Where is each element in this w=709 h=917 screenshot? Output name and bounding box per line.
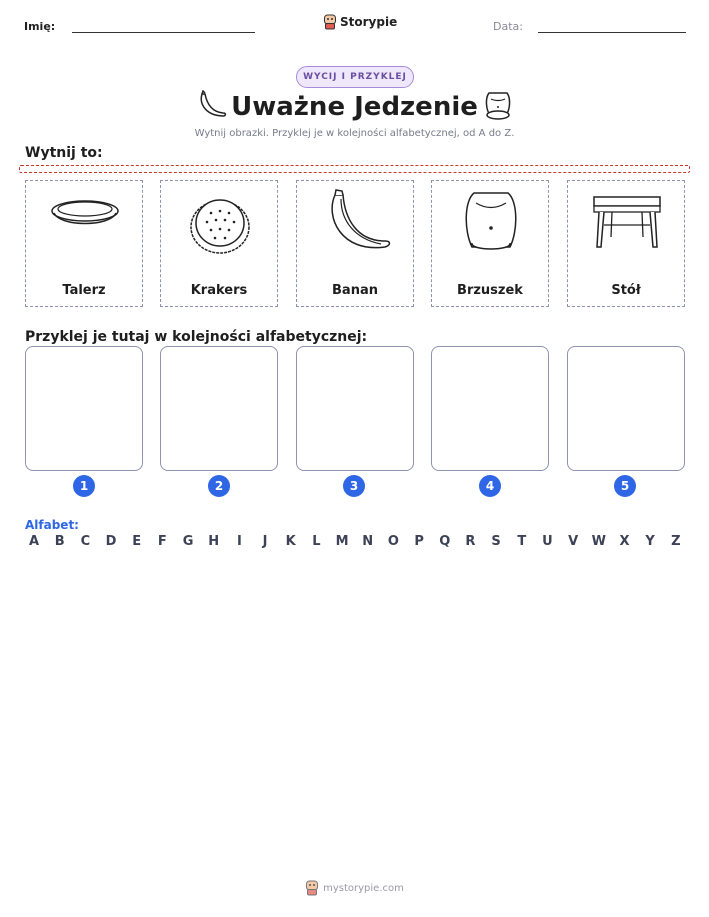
- alphabet-letter: F: [157, 534, 167, 549]
- number-badge-5: 5: [614, 475, 636, 497]
- alphabet-letter: C: [80, 534, 91, 549]
- alphabet-letter: L: [312, 534, 321, 549]
- alphabet-letter: B: [54, 534, 65, 549]
- alphabet-letter: H: [208, 534, 220, 549]
- belly-decoration-icon: [483, 90, 513, 122]
- alphabet-letter: V: [568, 534, 579, 549]
- cut-section-title: Wytnij to:: [25, 145, 103, 161]
- alphabet-letter: K: [285, 534, 296, 549]
- alphabet-letter: M: [335, 534, 349, 549]
- alphabet-letter: N: [362, 534, 374, 549]
- footer-url[interactable]: mystorypie.com: [323, 882, 404, 894]
- paste-box-2[interactable]: [160, 346, 278, 471]
- alphabet-title: Alfabet:: [25, 518, 79, 532]
- belly-icon: [446, 187, 536, 257]
- cut-card-krakers[interactable]: [160, 180, 278, 307]
- alphabet-letter: G: [182, 534, 194, 549]
- card-label: Krakers: [190, 283, 248, 298]
- paste-box-1[interactable]: [25, 346, 143, 471]
- alphabet-row: [25, 534, 685, 549]
- number-badge-2: 2: [208, 475, 230, 497]
- name-line[interactable]: [72, 32, 255, 33]
- alphabet-letter: Z: [671, 534, 681, 549]
- card-label: Talerz: [62, 283, 106, 298]
- card-label: Brzuszek: [457, 283, 523, 298]
- cut-card-banan[interactable]: [296, 180, 414, 307]
- name-label: Imię:: [24, 20, 56, 33]
- card-label: Banan: [332, 283, 378, 298]
- alphabet-letter: R: [465, 534, 476, 549]
- alphabet-letter: P: [414, 534, 424, 549]
- number-badge-1: 1: [73, 475, 95, 497]
- alphabet-letter: E: [132, 534, 142, 549]
- paste-box-3[interactable]: [296, 346, 414, 471]
- alphabet-letter: J: [262, 534, 268, 549]
- alphabet-letter: A: [28, 534, 40, 549]
- alphabet-letter: O: [387, 534, 399, 549]
- alphabet-letter: X: [619, 534, 630, 549]
- brand-logo: [323, 14, 397, 30]
- number-badge-4: 4: [479, 475, 501, 497]
- alphabet-letter: D: [105, 534, 117, 549]
- alphabet-letter: W: [591, 534, 606, 549]
- cracker-icon: [175, 187, 265, 257]
- cut-card-talerz[interactable]: [25, 180, 143, 307]
- alphabet-letter: S: [491, 534, 501, 549]
- alphabet-letter: Q: [439, 534, 451, 549]
- cut-card-stol[interactable]: [567, 180, 685, 307]
- date-line[interactable]: [538, 32, 686, 33]
- plate-icon: [40, 187, 130, 257]
- cut-guide-line: [19, 165, 690, 173]
- alphabet-letter: I: [236, 534, 242, 549]
- date-label: Data:: [493, 20, 523, 33]
- storypie-mascot-icon: [323, 14, 337, 30]
- card-label: Stół: [611, 283, 641, 298]
- alphabet-letter: T: [517, 534, 527, 549]
- storypie-mascot-icon: [305, 880, 319, 896]
- paste-box-4[interactable]: [431, 346, 549, 471]
- brand-name: Storypie: [340, 15, 398, 29]
- instructions: Wytnij obrazki. Przyklej je w kolejności alfabetycznej, od A do Z.: [194, 128, 515, 139]
- table-icon: [582, 187, 672, 257]
- paste-box-5[interactable]: [567, 346, 685, 471]
- page-title: Uważne Jedzenie: [231, 92, 478, 122]
- paste-section-title: Przyklej je tutaj w kolejności alfabetycznej:: [25, 329, 368, 345]
- alphabet-letter: Y: [645, 534, 655, 549]
- banana-icon: [311, 187, 401, 257]
- number-badge-3: 3: [343, 475, 365, 497]
- alphabet-letter: U: [542, 534, 553, 549]
- activity-badge: WYCIJ I PRZYKLEJ: [296, 66, 414, 88]
- cut-card-brzuszek[interactable]: [431, 180, 549, 307]
- footer: [0, 880, 709, 896]
